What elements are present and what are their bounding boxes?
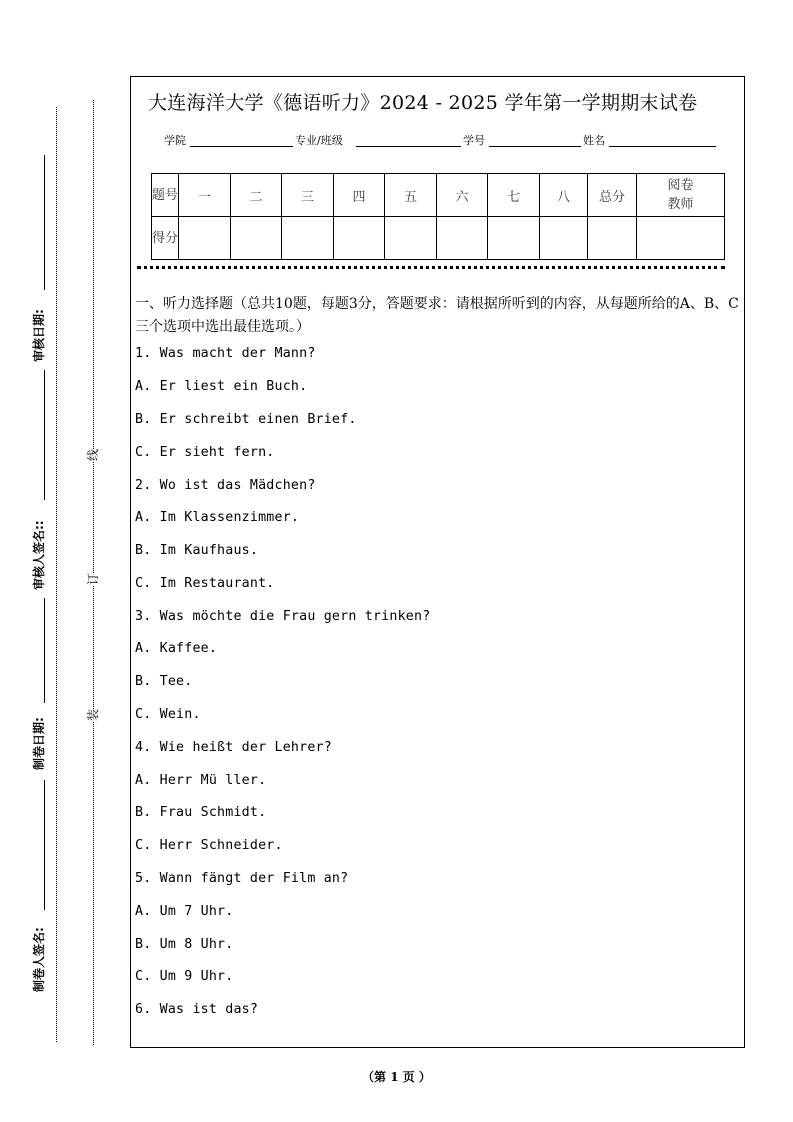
college-label: 学院	[164, 134, 186, 147]
score-cell-8[interactable]	[540, 217, 588, 260]
score-cell-2[interactable]	[231, 217, 282, 260]
score-header-6: 六	[437, 174, 488, 217]
exam-title: 大连海洋大学《德语听力》2024 - 2025 学年第一学期期末试卷	[148, 92, 698, 114]
dotted-divider	[137, 266, 725, 269]
option-line: B. Im Kaufhaus.	[135, 543, 259, 558]
sign-line-review-date	[44, 155, 45, 290]
binding-margin	[0, 0, 126, 1122]
option-line: B. Er schreibt einen Brief.	[135, 412, 357, 427]
review-date-label: 审核日期:	[32, 309, 46, 362]
student-id-label: 学号	[463, 134, 485, 147]
score-table	[151, 173, 725, 260]
option-line: C. Wein.	[135, 707, 201, 722]
score-header-1: 一	[179, 174, 231, 217]
option-line: C. Im Restaurant.	[135, 576, 275, 591]
name-field[interactable]	[609, 146, 716, 147]
section-heading: 一、听力选择题（总共10题，每题3分，答题要求：请根据所听到的内容，从每题所给的A、B、C三个选项中选出最佳选项。）	[135, 296, 739, 335]
score-cell-1[interactable]	[179, 217, 231, 260]
name-label: 姓名	[583, 134, 605, 147]
major-field[interactable]	[356, 146, 461, 147]
option-line: C. Herr Schneider.	[135, 838, 283, 853]
score-cell-6[interactable]	[437, 217, 488, 260]
question-line: 5. Wann fängt der Film an?	[135, 871, 349, 886]
score-header-grader: 阅卷教师	[637, 174, 725, 217]
score-cell-4[interactable]	[334, 217, 385, 260]
score-header-3: 三	[282, 174, 334, 217]
option-line: B. Um 8 Uhr.	[135, 937, 234, 952]
score-cell-5[interactable]	[385, 217, 437, 260]
option-line: C. Um 9 Uhr.	[135, 969, 234, 984]
reviewer-sign-label: 审核人签名::	[32, 520, 46, 590]
option-line: A. Herr Mü ller.	[135, 773, 267, 788]
binding-char-zhuang: 装	[86, 708, 101, 722]
score-cell-7[interactable]	[488, 217, 540, 260]
score-header-8: 八	[540, 174, 588, 217]
binding-char-ding: 订	[86, 572, 101, 586]
student-id-field[interactable]	[489, 146, 581, 147]
sign-line-maker-date	[44, 598, 45, 703]
major-label: 专业/班级	[295, 134, 343, 147]
score-row-label: 得分	[152, 217, 179, 260]
page-number: （第 1 页 ）	[362, 1070, 431, 1084]
question-line: 2. Wo ist das Mädchen?	[135, 478, 316, 493]
score-header-total: 总分	[588, 174, 637, 217]
score-header-2: 二	[231, 174, 282, 217]
maker-date-label: 制卷日期:	[32, 717, 46, 770]
option-line: A. Kaffee.	[135, 641, 218, 656]
score-header-5: 五	[385, 174, 437, 217]
option-line: A. Im Klassenzimmer.	[135, 510, 300, 525]
question-line: 3. Was möchte die Frau gern trinken?	[135, 609, 431, 624]
question-line: 4. Wie heißt der Lehrer?	[135, 740, 332, 755]
question-line: 6. Was ist das?	[135, 1002, 259, 1017]
option-line: C. Er sieht fern.	[135, 445, 275, 460]
maker-sign-label: 制卷人签名:	[32, 927, 46, 992]
score-cell-total[interactable]	[588, 217, 637, 260]
score-cell-3[interactable]	[282, 217, 334, 260]
sign-line-reviewer	[44, 370, 45, 500]
score-cell-grader[interactable]	[637, 217, 725, 260]
option-line: A. Um 7 Uhr.	[135, 904, 234, 919]
score-header-7: 七	[488, 174, 540, 217]
college-field[interactable]	[190, 146, 293, 147]
sign-line-maker	[44, 780, 45, 910]
score-header-question-no: 题号	[152, 174, 179, 217]
question-line: 1. Was macht der Mann?	[135, 346, 316, 361]
binding-char-xian: 线	[86, 448, 101, 462]
option-line: B. Tee.	[135, 674, 193, 689]
sidebar-dotted-line-outer	[56, 107, 57, 1042]
option-line: B. Frau Schmidt.	[135, 805, 267, 820]
option-line: A. Er liest ein Buch.	[135, 379, 308, 394]
score-header-4: 四	[334, 174, 385, 217]
